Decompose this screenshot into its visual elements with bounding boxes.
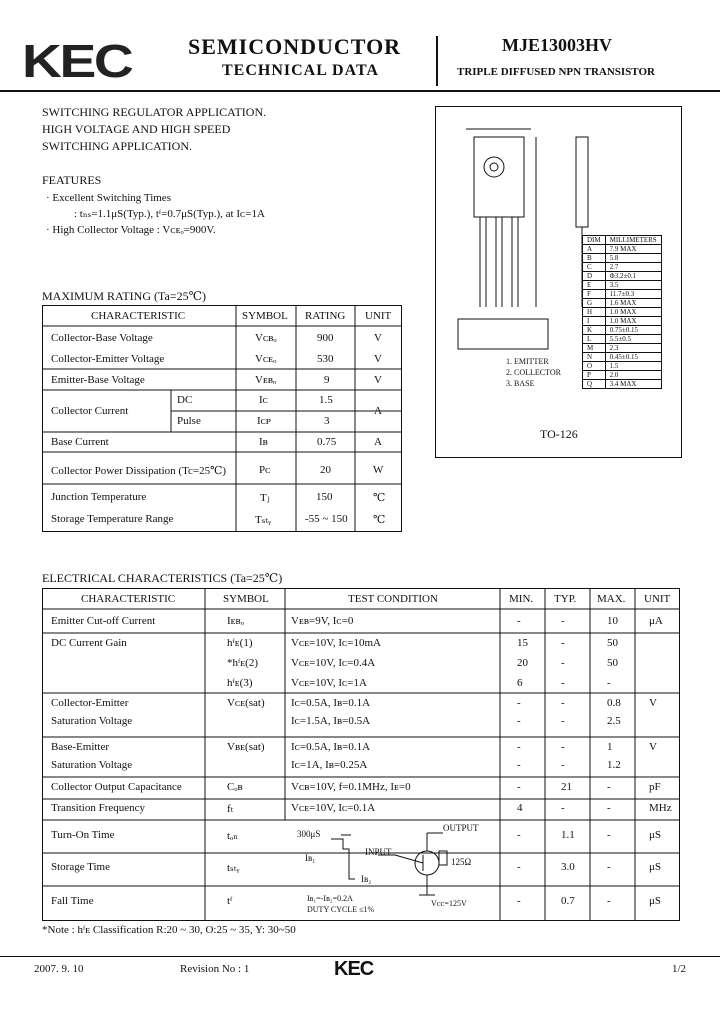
dim-row bbox=[583, 308, 662, 317]
ec-max: 50 bbox=[607, 657, 618, 669]
ec-max: 1.2 bbox=[607, 759, 621, 771]
ec-unit: μS bbox=[649, 895, 662, 907]
dim-cell: 0.75±0.15 bbox=[605, 326, 661, 335]
ec-min: - bbox=[517, 741, 521, 753]
ec-char: Collector-Emitter bbox=[51, 697, 129, 709]
ec-typ: 3.0 bbox=[561, 861, 575, 873]
dim-row bbox=[583, 344, 662, 353]
ec-char: DC Current Gain bbox=[51, 637, 127, 649]
features-title: FEATURES bbox=[42, 173, 102, 187]
ec-cond: Iᴄ=1.5A, Iʙ=0.5A bbox=[291, 715, 371, 727]
dim-cell: B bbox=[583, 254, 606, 263]
ec-min: 6 bbox=[517, 677, 523, 689]
application-line: HIGH VOLTAGE AND HIGH SPEED bbox=[42, 122, 231, 136]
mr-value: 150 bbox=[316, 491, 333, 503]
dim-cell: 1.0 MAX bbox=[605, 308, 661, 317]
ec-sym: tₛₜᵧ bbox=[227, 862, 240, 874]
application-line: SWITCHING APPLICATION. bbox=[42, 139, 192, 153]
mr-sub: Pulse bbox=[177, 415, 201, 427]
dim-row bbox=[583, 371, 662, 380]
mr-symbol: Vᴄᴇₒ bbox=[255, 353, 277, 365]
ec-typ: - bbox=[561, 697, 565, 709]
mr-symbol: Vᴄʙₒ bbox=[255, 332, 277, 344]
ec-char: Transition Frequency bbox=[51, 802, 146, 814]
ec-unit: μS bbox=[649, 829, 662, 841]
ec-char: Collector Output Capacitance bbox=[51, 781, 182, 793]
ec-unit: pF bbox=[649, 781, 661, 793]
ec-sym: tᶠ bbox=[227, 895, 233, 907]
ec-typ: - bbox=[561, 759, 565, 771]
ec-char: Storage Time bbox=[51, 861, 110, 873]
mr-value: 20 bbox=[320, 464, 331, 476]
mr-value: 9 bbox=[324, 374, 330, 386]
ec-char: Saturation Voltage bbox=[51, 759, 133, 771]
dim-cell: O bbox=[583, 362, 606, 371]
mr-symbol: Iᴄ bbox=[259, 394, 268, 406]
ec-typ: 0.7 bbox=[561, 895, 575, 907]
feature-item: : tₙₛ=1.1μS(Typ.), tᶠ=0.7μS(Typ.), at Iᴄ=1A bbox=[74, 208, 265, 220]
ec-sym: *hᶠᴇ(2) bbox=[227, 657, 259, 669]
header-divider bbox=[436, 36, 438, 86]
ec-cond: Vᴄᴇ=10V, Iᴄ=0.1A bbox=[291, 802, 376, 814]
ec-min: - bbox=[517, 615, 521, 627]
circuit-ib1: Iʙ₁ bbox=[305, 853, 316, 863]
dim-row bbox=[583, 272, 662, 281]
mr-value: -55 ~ 150 bbox=[305, 513, 348, 525]
dim-cell: A bbox=[583, 245, 606, 254]
ec-unit: V bbox=[649, 697, 657, 709]
dim-cell: 1.6 MAX bbox=[605, 299, 661, 308]
dim-cell: 2.7 bbox=[605, 263, 661, 272]
footer-revision: Revision No : 1 bbox=[180, 963, 250, 975]
dim-row bbox=[583, 335, 662, 344]
dimension-table bbox=[582, 235, 662, 389]
mr-symbol: Iʙ bbox=[259, 436, 268, 448]
ec-min: 20 bbox=[517, 657, 528, 669]
mr-unit: ℃ bbox=[373, 492, 386, 504]
ec-header-typ: TYP. bbox=[554, 593, 577, 605]
circuit-resistor: 125Ω bbox=[451, 857, 472, 867]
package-name: TO-126 bbox=[540, 427, 578, 441]
ec-header-max: MAX. bbox=[597, 593, 626, 605]
dim-cell: F bbox=[583, 290, 606, 299]
dim-cell: 1.5 bbox=[605, 362, 661, 371]
mr-symbol: Pᴄ bbox=[259, 464, 271, 476]
dim-cell: 2.0 bbox=[605, 371, 661, 380]
header-semiconductor: SEMICONDUCTOR bbox=[188, 34, 402, 59]
dim-cell: C bbox=[583, 263, 606, 272]
circuit-note-duty: DUTY CYCLE ≤1% bbox=[307, 905, 375, 914]
dim-row bbox=[583, 254, 662, 263]
circuit-note-ib: Iʙ₁=-Iʙ₂=0.2A bbox=[307, 894, 353, 903]
circuit-input: INPUT bbox=[365, 847, 392, 857]
mr-symbol: Tₛₜᵧ bbox=[255, 514, 272, 526]
elec-title: ELECTRICAL CHARACTERISTICS (Ta=25℃) bbox=[42, 571, 283, 585]
ec-typ: 21 bbox=[561, 781, 572, 793]
ec-sym: tₒₙ bbox=[227, 830, 238, 842]
mr-value: 530 bbox=[317, 353, 334, 365]
ec-typ: 1.1 bbox=[561, 829, 575, 841]
ec-sym: hᶠᴇ(3) bbox=[227, 677, 253, 689]
ec-typ: - bbox=[561, 741, 565, 753]
dim-cell: H bbox=[583, 308, 606, 317]
mr-symbol: Vᴇʙₒ bbox=[255, 374, 277, 386]
mr-header-rating: RATING bbox=[305, 310, 346, 322]
ec-typ: - bbox=[561, 615, 565, 627]
ec-min: - bbox=[517, 781, 521, 793]
ec-sym: fₜ bbox=[227, 803, 234, 815]
ec-char: Turn-On Time bbox=[51, 829, 115, 841]
ec-max: 0.8 bbox=[607, 697, 621, 709]
mr-char: Collector-Emitter Voltage bbox=[51, 353, 165, 365]
header-rule bbox=[0, 90, 720, 92]
ec-max: 10 bbox=[607, 615, 618, 627]
ec-cond: Vᴇʙ=9V, Iᴄ=0 bbox=[291, 615, 354, 627]
ec-header-unit: UNIT bbox=[644, 593, 671, 605]
mr-header-unit: UNIT bbox=[365, 310, 392, 322]
dim-cell: Q bbox=[583, 380, 606, 389]
max-rating-title: MAXIMUM RATING (Ta=25℃) bbox=[42, 289, 207, 303]
dim-cell: M bbox=[583, 344, 606, 353]
mr-value: 1.5 bbox=[319, 394, 333, 406]
elec-table bbox=[42, 588, 680, 921]
kec-logo: KEC bbox=[22, 35, 132, 87]
dim-row bbox=[583, 362, 662, 371]
dim-cell: D bbox=[583, 272, 606, 281]
dim-row bbox=[583, 326, 662, 335]
dim-row bbox=[583, 263, 662, 272]
ec-unit: μS bbox=[649, 861, 662, 873]
ec-cond: Vᴄᴇ=10V, Iᴄ=1A bbox=[291, 677, 367, 689]
ec-max: - bbox=[607, 802, 611, 814]
application-line: SWITCHING REGULATOR APPLICATION. bbox=[42, 105, 267, 119]
ec-sym: hᶠᴇ(1) bbox=[227, 637, 253, 649]
ec-typ: - bbox=[561, 677, 565, 689]
mr-char: Emitter-Base Voltage bbox=[51, 374, 145, 386]
ec-cond: Vᴄᴇ=10V, Iᴄ=10mA bbox=[291, 637, 381, 649]
ec-cond: Vᴄᴇ=10V, Iᴄ=0.4A bbox=[291, 657, 376, 669]
ec-min: - bbox=[517, 895, 521, 907]
hfe-classification-note: *Note : hᶠᴇ Classification R:20 ~ 30, O:25 ~ 35, Y: 30~50 bbox=[42, 924, 296, 936]
ec-cond: Vᴄʙ=10V, f=0.1MHz, Iᴇ=0 bbox=[291, 781, 411, 793]
dim-row bbox=[583, 281, 662, 290]
ec-typ: - bbox=[561, 715, 565, 727]
ec-min: 4 bbox=[517, 802, 523, 814]
footer-date: 2007. 9. 10 bbox=[34, 963, 84, 975]
mr-unit: ℃ bbox=[373, 514, 386, 526]
feature-item: · Excellent Switching Times bbox=[46, 192, 171, 204]
ec-char: Emitter Cut-off Current bbox=[51, 615, 156, 627]
mr-header-characteristic: CHARACTERISTIC bbox=[91, 310, 186, 322]
ec-typ: - bbox=[561, 637, 565, 649]
max-rating-table bbox=[42, 305, 402, 532]
part-description: TRIPLE DIFFUSED NPN TRANSISTOR bbox=[457, 66, 655, 78]
ec-min: - bbox=[517, 861, 521, 873]
ec-header-characteristic: CHARACTERISTIC bbox=[81, 593, 176, 605]
dim-cell: P bbox=[583, 371, 606, 380]
mr-unit: V bbox=[374, 374, 382, 386]
dim-cell: 11.7±0.3 bbox=[605, 290, 661, 299]
dim-cell: 3.5 bbox=[605, 281, 661, 290]
dim-cell: 5.8 bbox=[605, 254, 661, 263]
ec-max: - bbox=[607, 677, 611, 689]
ec-sym: Vʙᴇ(sat) bbox=[227, 741, 265, 753]
ec-unit: MHz bbox=[649, 802, 672, 814]
dim-cell: Φ3.2±0.1 bbox=[605, 272, 661, 281]
mr-sub: DC bbox=[177, 394, 193, 406]
mr-char: Collector-Base Voltage bbox=[51, 332, 153, 344]
dim-cell: L bbox=[583, 335, 606, 344]
mr-symbol: Tⱼ bbox=[260, 492, 270, 504]
mr-char: Collector Current bbox=[51, 405, 129, 417]
ec-max: 2.5 bbox=[607, 715, 621, 727]
mr-char: Collector Power Dissipation (Tc=25℃) bbox=[51, 465, 227, 477]
ec-cond: Iᴄ=0.5A, Iʙ=0.1A bbox=[291, 741, 371, 753]
ec-header-min: MIN. bbox=[509, 593, 534, 605]
dim-cell: 2.3 bbox=[605, 344, 661, 353]
dim-header-cell: MILLIMETERS bbox=[605, 236, 661, 245]
package-drawing bbox=[435, 106, 682, 458]
ec-min: - bbox=[517, 715, 521, 727]
ec-unit: μA bbox=[649, 615, 663, 627]
ec-min: - bbox=[517, 829, 521, 841]
ec-max: - bbox=[607, 781, 611, 793]
mr-unit: W bbox=[373, 464, 384, 476]
circuit-vcc: Vᴄᴄ=125V bbox=[431, 899, 467, 908]
mr-value: 3 bbox=[324, 415, 330, 427]
ec-max: - bbox=[607, 829, 611, 841]
dim-row bbox=[583, 290, 662, 299]
dim-cell: E bbox=[583, 281, 606, 290]
ec-header-symbol: SYMBOL bbox=[223, 593, 269, 605]
mr-unit: V bbox=[374, 353, 382, 365]
ec-typ: - bbox=[561, 802, 565, 814]
mr-symbol: Iᴄᴘ bbox=[257, 415, 271, 427]
dim-cell: 5.5±0.5 bbox=[605, 335, 661, 344]
mr-char: Storage Temperature Range bbox=[51, 513, 174, 525]
ec-min: - bbox=[517, 697, 521, 709]
mr-header-symbol: SYMBOL bbox=[242, 310, 288, 322]
mr-value: 0.75 bbox=[317, 436, 337, 448]
dim-cell: 1.0 MAX bbox=[605, 317, 661, 326]
pin-2: 2. COLLECTOR bbox=[506, 368, 561, 377]
ec-max: - bbox=[607, 861, 611, 873]
pin-1: 1. EMITTER bbox=[506, 357, 549, 366]
header-technical-data: TECHNICAL DATA bbox=[222, 62, 379, 79]
dim-row bbox=[583, 317, 662, 326]
ec-char: Base-Emitter bbox=[51, 741, 110, 753]
ec-sym: Cₒʙ bbox=[227, 781, 243, 793]
dim-cell: 3.4 MAX bbox=[605, 380, 661, 389]
mr-unit: V bbox=[374, 332, 382, 344]
ec-max: - bbox=[607, 895, 611, 907]
ec-unit: V bbox=[649, 741, 657, 753]
dim-row bbox=[583, 380, 662, 389]
circuit-pw: 300μS bbox=[297, 829, 321, 839]
circuit-ib2: Iʙ₂ bbox=[361, 874, 372, 884]
feature-item: · High Collector Voltage : Vᴄᴇₒ=900V. bbox=[46, 224, 216, 236]
mr-unit: A bbox=[374, 405, 382, 417]
pin-3: 3. BASE bbox=[506, 379, 535, 388]
mr-unit: A bbox=[374, 436, 382, 448]
ec-typ: - bbox=[561, 657, 565, 669]
footer-page: 1/2 bbox=[672, 963, 687, 975]
ec-char: Saturation Voltage bbox=[51, 715, 133, 727]
dim-cell: 7.9 MAX bbox=[605, 245, 661, 254]
dim-cell: G bbox=[583, 299, 606, 308]
ec-max: 50 bbox=[607, 637, 618, 649]
ec-max: 1 bbox=[607, 741, 613, 753]
ec-sym: Iᴇʙₒ bbox=[227, 615, 244, 627]
mr-value: 900 bbox=[317, 332, 334, 344]
applications bbox=[42, 104, 266, 155]
footer-logo: KEC bbox=[334, 958, 374, 980]
ec-min: 15 bbox=[517, 637, 528, 649]
dim-row bbox=[583, 299, 662, 308]
ec-cond: Iᴄ=0.5A, Iʙ=0.1A bbox=[291, 697, 371, 709]
ec-header-test-condition: TEST CONDITION bbox=[348, 593, 438, 605]
ec-char: Fall Time bbox=[51, 895, 94, 907]
ec-cond: Iᴄ=1A, Iʙ=0.25A bbox=[291, 759, 368, 771]
mr-char: Base Current bbox=[51, 436, 109, 448]
ec-min: - bbox=[517, 759, 521, 771]
dim-row bbox=[583, 245, 662, 254]
dim-cell: I bbox=[583, 317, 606, 326]
dim-cell: 0.45±0.15 bbox=[605, 353, 661, 362]
ec-sym: Vᴄᴇ(sat) bbox=[227, 697, 265, 709]
dim-row bbox=[583, 353, 662, 362]
mr-char: Junction Temperature bbox=[51, 491, 147, 503]
dim-cell: K bbox=[583, 326, 606, 335]
footer-rule bbox=[0, 956, 720, 957]
dim-cell: N bbox=[583, 353, 606, 362]
circuit-output: OUTPUT bbox=[443, 823, 479, 833]
part-number: MJE13003HV bbox=[502, 35, 612, 55]
dim-header-cell: DIM bbox=[583, 236, 606, 245]
